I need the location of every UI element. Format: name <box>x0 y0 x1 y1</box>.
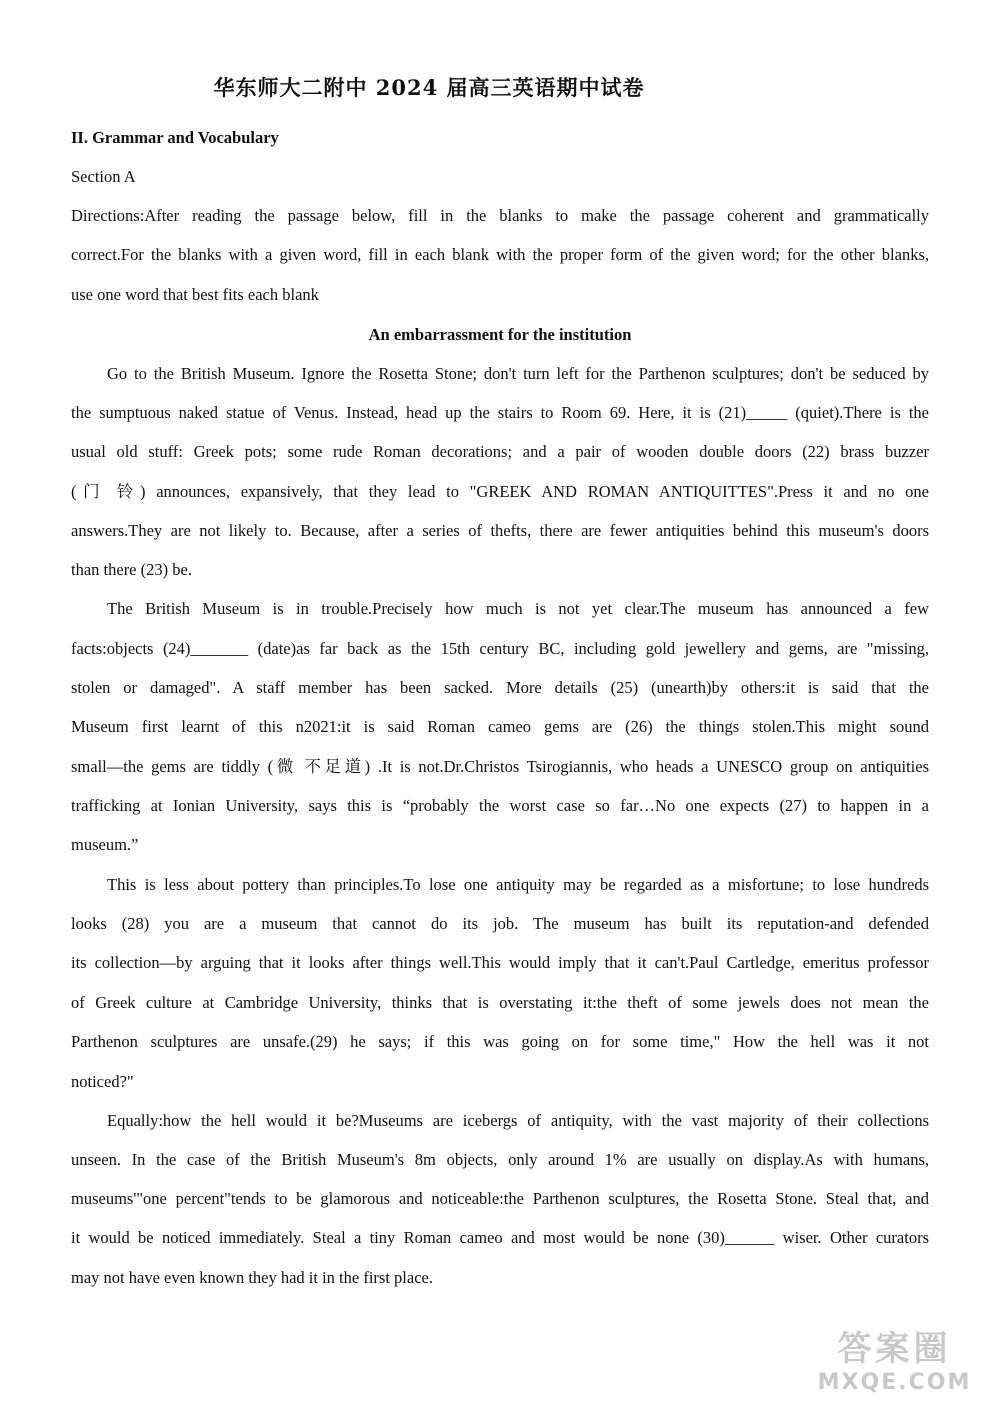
passage-line: it would be noticed immediately. Steal a tiny Roman cameo and most would be none (30)______ wiser. Other curators <box>71 1228 929 1247</box>
passage-line: noticed?" <box>71 1072 134 1091</box>
passage-line: stolen or damaged". A staff member has been sacked. More details (25) (unearth)by others:it is said that the <box>71 678 929 697</box>
page-title: 华东师大二附中 2024 届高三英语期中试卷 <box>213 75 645 100</box>
passage-line: museum.” <box>71 835 139 854</box>
passage-line: answers.They are not likely to. Because, after a series of thefts, there are fewer antiquities behind this museum's doors <box>71 521 929 540</box>
watermark-bottom: MXQE.COM <box>817 1370 972 1395</box>
passage-line: the sumptuous naked statue of Venus. Instead, head up the stairs to Room 69. Here, it is (21)_____ (quiet).There is the <box>71 403 929 422</box>
passage-line: looks (28) you are a museum that cannot do its job. The museum has built its reputation-and defended <box>71 914 929 933</box>
passage-line: museums'"one percent"tends to be glamorous and noticeable:the Parthenon sculptures, the Rosetta Stone. Steal that, and <box>71 1189 929 1208</box>
passage-title: An embarrassment for the institution <box>368 325 632 344</box>
passage-line: Parthenon sculptures are unsafe.(29) he says; if this was going on for some time," How the hell was it not <box>71 1032 929 1051</box>
part-heading: II. Grammar and Vocabulary <box>71 128 279 147</box>
directions-line: correct.For the blanks with a given word, fill in each blank with the proper form of the given word; for the other blanks, <box>71 245 929 264</box>
passage-line: Equally:how the hell would it be?Museums are icebergs of antiquity, with the vast majority of their collections <box>107 1111 929 1130</box>
passage-line: facts:objects (24)_______ (date)as far back as the 15th century BC, including gold jewellery and gems, are "missing, <box>71 639 929 658</box>
passage-line: small—the gems are tiddly (微 不足道) .It is not.Dr.Christos Tsirogiannis, who heads a UNESCO group on antiquities <box>71 757 929 776</box>
passage-line: of Greek culture at Cambridge University, thinks that is overstating it:the theft of some jewels does not mean the <box>71 993 929 1012</box>
passage-line: may not have even known they had it in the first place. <box>71 1268 433 1287</box>
directions-line: use one word that best fits each blank <box>71 285 319 304</box>
passage-line: (门 铃) announces, expansively, that they lead to "GREEK AND ROMAN ANTIQUITTES".Press it and no one <box>71 482 929 501</box>
section-heading: Section A <box>71 167 136 186</box>
watermark-logo <box>807 1321 982 1401</box>
passage-line: Museum first learnt of this n2021:it is said Roman cameo gems are (26) the things stolen.This might sound <box>71 717 929 736</box>
watermark-top: 答案圈 <box>837 1329 952 1369</box>
passage-line: The British Museum is in trouble.Precisely how much is not yet clear.The museum has announced a few <box>107 599 929 618</box>
passage-line: trafficking at Ionian University, says this is “probably the worst case so far…No one expects (27) to happen in a <box>71 796 929 815</box>
passage-line: unseen. In the case of the British Museum's 8m objects, only around 1% are usually on display.As with humans, <box>71 1150 929 1169</box>
passage-line: than there (23) be. <box>71 560 192 579</box>
passage-line: Go to the British Museum. Ignore the Rosetta Stone; don't turn left for the Parthenon sculptures; don't be seduced by <box>107 364 929 383</box>
passage-line: usual old stuff: Greek pots; some rude Roman decorations; and a pair of wooden double doors (22) brass buzzer <box>71 442 929 461</box>
passage-line: its collection—by arguing that it looks after things well.This would imply that it can't.Paul Cartledge, emeritus professor <box>71 953 929 972</box>
passage-line: This is less about pottery than principles.To lose one antiquity may be regarded as a misfortune; to lose hundreds <box>107 875 929 894</box>
directions-line: Directions:After reading the passage below, fill in the blanks to make the passage coherent and grammatically <box>71 206 929 225</box>
